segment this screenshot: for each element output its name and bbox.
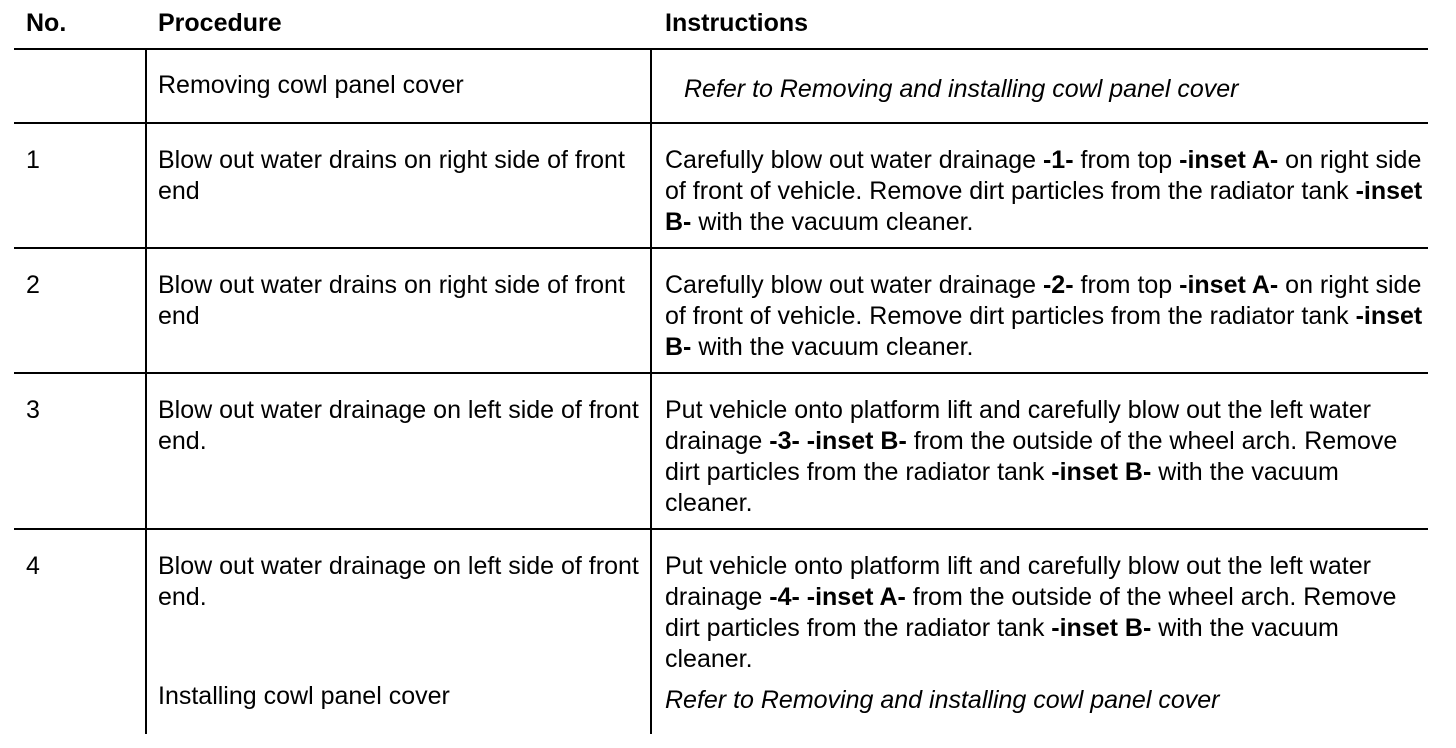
step-procedure: Blow out water drainage on left side of front end.: [158, 552, 639, 611]
row-divider: [14, 122, 1428, 124]
row-divider: [14, 247, 1428, 249]
step-procedure: Blow out water drains on right side of front end: [158, 146, 625, 205]
step-number: 4: [26, 552, 40, 580]
step-instruction: Carefully blow out water drainage -1- from top -inset A- on right side of front of vehicle. Remove dirt particles from the radiator tank -inset B- with the vacuum cleaner.: [665, 146, 1423, 236]
step-number: 3: [26, 396, 40, 424]
step-number: 1: [26, 146, 40, 174]
outro-instruction: Refer to Removing and installing cowl panel cover: [665, 686, 1220, 714]
header-no: No.: [26, 9, 67, 37]
row-divider: [14, 372, 1428, 374]
step-procedure: Blow out water drainage on left side of front end.: [158, 396, 639, 455]
header-instructions: Instructions: [665, 9, 809, 37]
header-divider: [14, 48, 1428, 50]
column-divider: [650, 49, 652, 734]
intro-instruction: Refer to Removing and installing cowl panel cover: [684, 75, 1239, 103]
header-procedure: Procedure: [158, 9, 282, 37]
step-procedure: Blow out water drains on right side of front end: [158, 271, 625, 330]
step-instruction: Carefully blow out water drainage -2- from top -inset A- on right side of front of vehicle. Remove dirt particles from the radiator tank -inset B- with the vacuum cleaner.: [665, 271, 1423, 361]
intro-procedure: Removing cowl panel cover: [158, 71, 464, 99]
step-instruction: Put vehicle onto platform lift and carefully blow out the left water drainage -3- -inset B- from the outside of the wheel arch. Remove dirt particles from the radiator tank -inset B- with the vacuum cleaner.: [665, 396, 1398, 517]
step-number: 2: [26, 271, 40, 299]
column-divider: [145, 49, 147, 734]
outro-procedure: Installing cowl panel cover: [158, 682, 450, 710]
step-instruction: Put vehicle onto platform lift and carefully blow out the left water drainage -4- -inset A- from the outside of the wheel arch. Remove dirt particles from the radiator tank -inset B- with the vacuum cleaner.: [665, 552, 1397, 673]
row-divider: [14, 528, 1428, 530]
